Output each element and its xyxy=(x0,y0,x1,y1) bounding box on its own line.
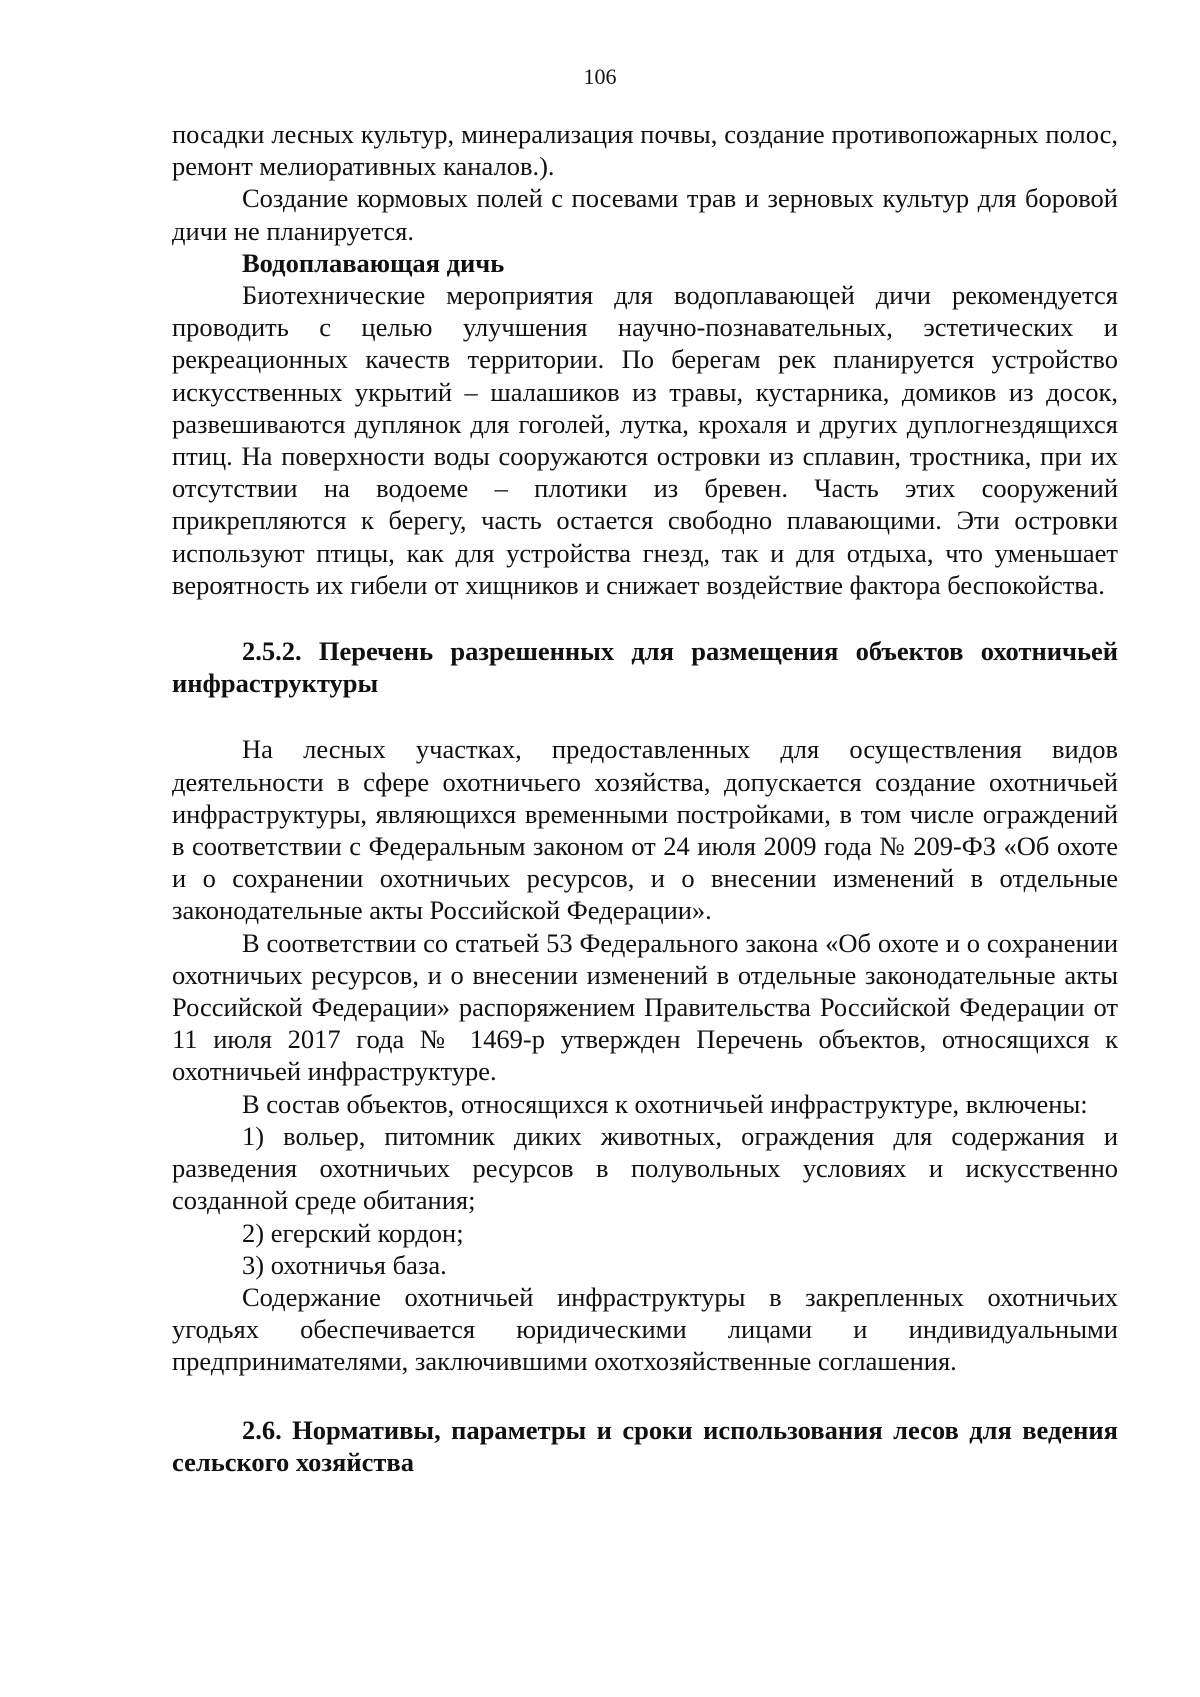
list-item-ranger-cordon: 2) егерский кордон; xyxy=(242,1217,464,1248)
subheading-waterfowl: Водоплавающая дичь xyxy=(242,247,505,278)
section-heading-2-5-2: 2.5.2. Перечень разрешенных для размещения объектов охотничьей инфраструктуры xyxy=(172,636,1118,699)
paragraph-continuation: посадки лесных культур, минерализация почвы, создание противопожарных полос, ремонт мелиоративных каналов.). xyxy=(172,119,1118,182)
paragraph-maintenance: Содержание охотничьей инфраструктуры в закрепленных охотничьих угодьях обеспечивается юридическими лицами и индивидуальными предпринимателями, заключившими охотхозяйственные соглашения. xyxy=(172,1281,1118,1377)
document-body xyxy=(172,118,1118,1478)
list-item-hunting-base: 3) охотничья база. xyxy=(242,1249,447,1280)
paragraph-waterfowl-measures: Биотехнические мероприятия для водоплавающей дичи рекомендуется проводить с целью улучшения научно-познавательных, эстетических и рекреационных качеств территории. По берегам рек планируется устройство искусственных укрытий – шалашиков из травы, кустарника, домиков из досок, развешиваются дуплянок для гоголей, лутка, крохаля и других дуплогнездящихся птиц. На поверхности воды сооружаются островки из сплавин, тростника, при их отсутствии на водоеме – плотики из бревен. Часть этих сооружений прикрепляются к берегу, часть остается свободно плавающими. Эти островки используют птицы, как для устройства гнезд, так и для отдыха, что уменьшает вероятность их гибели от хищников и снижает воздействие фактора беспокойства. xyxy=(172,280,1118,600)
paragraph-feed-fields: Создание кормовых полей с посевами трав и зерновых культур для боровой дичи не планируется. xyxy=(172,183,1118,246)
list-item-enclosure: 1) вольер, питомник диких животных, ограждения для содержания и разведения охотничьих ресурсов в полувольных условиях и искусственно созданной среде обитания; xyxy=(172,1120,1118,1216)
page-number: 106 xyxy=(583,64,617,89)
section-heading-2-6: 2.6. Нормативы, параметры и сроки использования лесов для ведения сельского хозяйства xyxy=(172,1414,1118,1477)
paragraph-article-53: В соответствии со статьей 53 Федерального закона «Об охоте и о сохранении охотничьих ресурсов, и о внесении изменений в отдельные законодательные акты Российской Федерации» распоряжением Правительства Российской Федерации от 11 июля 2017 года № 1469-р утвержден Перечень объектов, относящихся к охотничьей инфраструктуре. xyxy=(172,927,1118,1087)
paragraph-forest-plots: На лесных участках, предоставленных для осуществления видов деятельности в сфере охотничьего хозяйства, допускается создание охотничьей инфраструктуры, являющихся временными постройками, в том числе ограждений в соответствии с Федеральным законом от 24 июля 2009 года № 209-ФЗ «Об охоте и о сохранении охотничьих ресурсов, и о внесении изменений в отдельные законодательные акты Российской Федерации». xyxy=(172,734,1118,926)
paragraph-objects-included: В состав объектов, относящихся к охотничьей инфраструктуре, включены: xyxy=(242,1088,1088,1119)
